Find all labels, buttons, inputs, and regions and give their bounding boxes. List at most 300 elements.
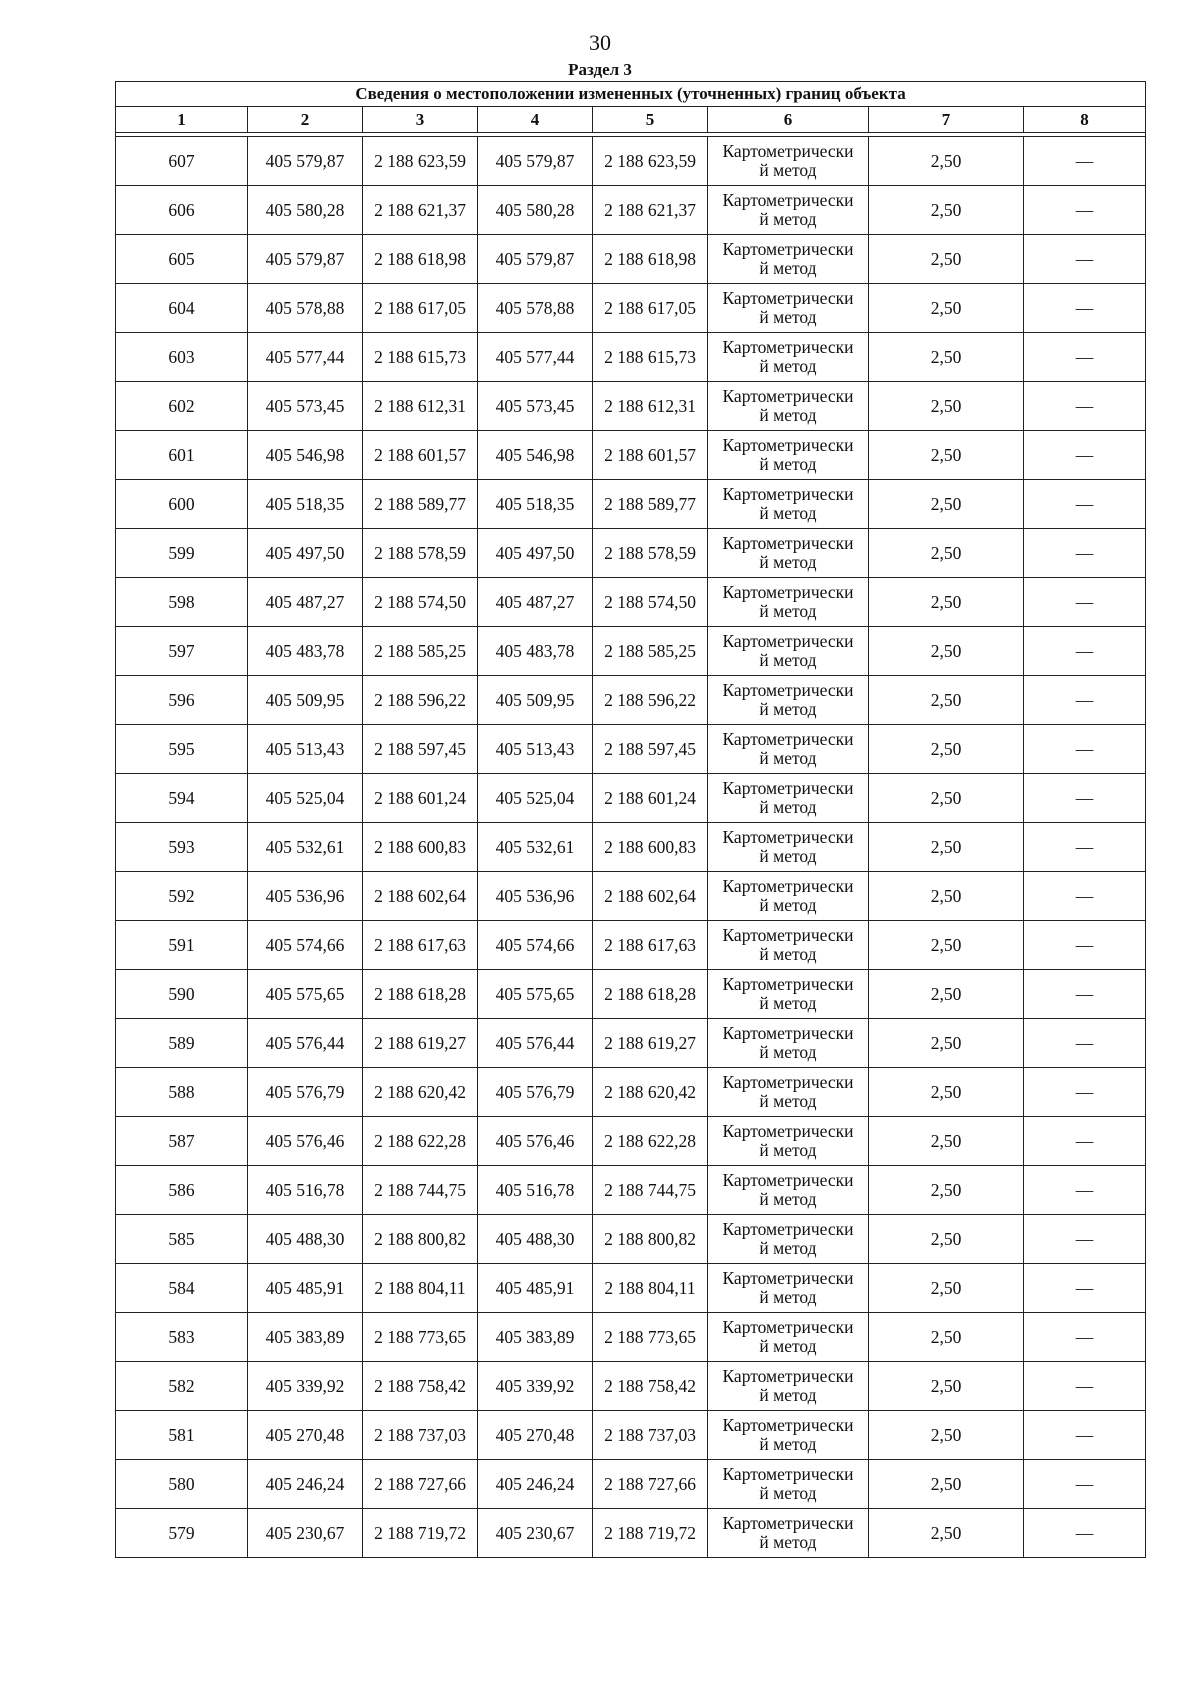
table-caption: Сведения о местоположении измененных (уточненных) границ объекта [116,82,1146,107]
y-refined-cell: 2 188 744,75 [593,1166,708,1215]
x-existing-cell: 405 488,30 [248,1215,363,1264]
x-existing-cell: 405 579,87 [248,137,363,186]
y-existing-cell: 2 188 618,98 [363,235,478,284]
x-existing-cell: 405 246,24 [248,1460,363,1509]
table-row [116,627,1146,676]
method-line: Картометрически [722,190,854,210]
y-refined-cell: 2 188 615,73 [593,333,708,382]
y-refined-cell: 2 188 773,65 [593,1313,708,1362]
x-existing-cell: 405 574,66 [248,921,363,970]
y-existing-cell: 2 188 758,42 [363,1362,478,1411]
method-line: Картометрически [722,1268,854,1288]
method-cell [708,1215,869,1264]
table-header-row [116,107,1146,133]
method-line: Картометрически [722,778,854,798]
note-cell: — [1024,970,1146,1019]
column-header: 2 [248,107,363,133]
x-refined-cell: 405 230,67 [478,1509,593,1558]
method-line: Картометрически [722,729,854,749]
x-existing-cell: 405 532,61 [248,823,363,872]
x-existing-cell: 405 536,96 [248,872,363,921]
method-cell [708,137,869,186]
accuracy-cell: 2,50 [869,1509,1024,1558]
y-refined-cell: 2 188 618,98 [593,235,708,284]
method-line: Картометрически [722,974,854,994]
point-number-cell: 592 [116,872,248,921]
point-number-cell: 605 [116,235,248,284]
method-line: Картометрически [722,1072,854,1092]
method-line: й метод [759,944,817,964]
method-line: Картометрически [722,1513,854,1533]
point-number-cell: 598 [116,578,248,627]
accuracy-cell: 2,50 [869,627,1024,676]
method-cell [708,1362,869,1411]
y-existing-cell: 2 188 622,28 [363,1117,478,1166]
method-line: Картометрически [722,1023,854,1043]
table-row [116,1264,1146,1313]
x-existing-cell: 405 575,65 [248,970,363,1019]
x-refined-cell: 405 546,98 [478,431,593,480]
table-row [116,1117,1146,1166]
table-row [116,235,1146,284]
x-refined-cell: 405 536,96 [478,872,593,921]
note-cell: — [1024,774,1146,823]
y-existing-cell: 2 188 773,65 [363,1313,478,1362]
note-cell: — [1024,823,1146,872]
method-cell [708,774,869,823]
x-refined-cell: 405 576,44 [478,1019,593,1068]
point-number-cell: 601 [116,431,248,480]
method-cell [708,480,869,529]
x-existing-cell: 405 579,87 [248,235,363,284]
table-row [116,1215,1146,1264]
x-existing-cell: 405 509,95 [248,676,363,725]
point-number-cell: 586 [116,1166,248,1215]
table-row [116,382,1146,431]
point-number-cell: 585 [116,1215,248,1264]
method-line: й метод [759,307,817,327]
y-refined-cell: 2 188 617,05 [593,284,708,333]
method-line: Картометрически [722,1464,854,1484]
method-line: Картометрически [722,435,854,455]
x-refined-cell: 405 576,46 [478,1117,593,1166]
method-cell [708,627,869,676]
method-cell [708,1313,869,1362]
note-cell: — [1024,431,1146,480]
x-refined-cell: 405 487,27 [478,578,593,627]
table-row [116,1313,1146,1362]
y-refined-cell: 2 188 601,24 [593,774,708,823]
x-existing-cell: 405 576,46 [248,1117,363,1166]
note-cell: — [1024,1411,1146,1460]
y-refined-cell: 2 188 617,63 [593,921,708,970]
method-line: й метод [759,209,817,229]
note-cell: — [1024,578,1146,627]
method-line: Картометрически [722,827,854,847]
x-refined-cell: 405 518,35 [478,480,593,529]
point-number-cell: 593 [116,823,248,872]
x-existing-cell: 405 578,88 [248,284,363,333]
table-row [116,480,1146,529]
table-row [116,1068,1146,1117]
x-refined-cell: 405 497,50 [478,529,593,578]
x-refined-cell: 405 488,30 [478,1215,593,1264]
method-line: й метод [759,552,817,572]
y-refined-cell: 2 188 589,77 [593,480,708,529]
y-existing-cell: 2 188 737,03 [363,1411,478,1460]
x-refined-cell: 405 483,78 [478,627,593,676]
method-line: й метод [759,258,817,278]
point-number-cell: 580 [116,1460,248,1509]
x-existing-cell: 405 516,78 [248,1166,363,1215]
x-existing-cell: 405 525,04 [248,774,363,823]
note-cell: — [1024,1166,1146,1215]
y-refined-cell: 2 188 719,72 [593,1509,708,1558]
x-refined-cell: 405 577,44 [478,333,593,382]
column-header: 5 [593,107,708,133]
table-row [116,1019,1146,1068]
method-line: Картометрически [722,631,854,651]
accuracy-cell: 2,50 [869,921,1024,970]
note-cell: — [1024,1460,1146,1509]
note-cell: — [1024,1264,1146,1313]
table-row [116,676,1146,725]
point-number-cell: 607 [116,137,248,186]
point-number-cell: 603 [116,333,248,382]
method-line: й метод [759,1336,817,1356]
y-existing-cell: 2 188 585,25 [363,627,478,676]
method-cell [708,578,869,627]
y-existing-cell: 2 188 617,05 [363,284,478,333]
x-refined-cell: 405 516,78 [478,1166,593,1215]
table-row [116,872,1146,921]
x-refined-cell: 405 383,89 [478,1313,593,1362]
table-body [116,137,1146,1558]
method-line: Картометрически [722,533,854,553]
y-existing-cell: 2 188 597,45 [363,725,478,774]
accuracy-cell: 2,50 [869,382,1024,431]
y-refined-cell: 2 188 622,28 [593,1117,708,1166]
y-refined-cell: 2 188 596,22 [593,676,708,725]
method-line: Картометрически [722,1170,854,1190]
x-refined-cell: 405 246,24 [478,1460,593,1509]
x-refined-cell: 405 575,65 [478,970,593,1019]
y-refined-cell: 2 188 623,59 [593,137,708,186]
table-row [116,1166,1146,1215]
method-line: й метод [759,1042,817,1062]
point-number-cell: 606 [116,186,248,235]
method-line: й метод [759,503,817,523]
point-number-cell: 599 [116,529,248,578]
section-title: Раздел 3 [568,60,632,79]
accuracy-cell: 2,50 [869,1411,1024,1460]
point-number-cell: 588 [116,1068,248,1117]
y-existing-cell: 2 188 574,50 [363,578,478,627]
note-cell: — [1024,872,1146,921]
accuracy-cell: 2,50 [869,872,1024,921]
method-cell [708,431,869,480]
accuracy-cell: 2,50 [869,1460,1024,1509]
accuracy-cell: 2,50 [869,333,1024,382]
x-refined-cell: 405 578,88 [478,284,593,333]
x-refined-cell: 405 580,28 [478,186,593,235]
x-existing-cell: 405 580,28 [248,186,363,235]
method-cell [708,1019,869,1068]
x-existing-cell: 405 513,43 [248,725,363,774]
y-refined-cell: 2 188 618,28 [593,970,708,1019]
method-line: й метод [759,1532,817,1552]
y-refined-cell: 2 188 612,31 [593,382,708,431]
method-line: й метод [759,1434,817,1454]
x-refined-cell: 405 532,61 [478,823,593,872]
method-line: й метод [759,797,817,817]
accuracy-cell: 2,50 [869,676,1024,725]
point-number-cell: 595 [116,725,248,774]
column-header: 4 [478,107,593,133]
note-cell: — [1024,921,1146,970]
method-cell [708,1460,869,1509]
x-existing-cell: 405 383,89 [248,1313,363,1362]
method-cell [708,529,869,578]
method-cell [708,1264,869,1313]
point-number-cell: 587 [116,1117,248,1166]
accuracy-cell: 2,50 [869,1117,1024,1166]
note-cell: — [1024,1019,1146,1068]
method-cell [708,1117,869,1166]
accuracy-cell: 2,50 [869,1362,1024,1411]
point-number-cell: 591 [116,921,248,970]
accuracy-cell: 2,50 [869,578,1024,627]
note-cell: — [1024,1068,1146,1117]
table-row [116,1362,1146,1411]
y-existing-cell: 2 188 804,11 [363,1264,478,1313]
accuracy-cell: 2,50 [869,725,1024,774]
accuracy-cell: 2,50 [869,137,1024,186]
accuracy-cell: 2,50 [869,1215,1024,1264]
table-row [116,1509,1146,1558]
method-cell [708,725,869,774]
note-cell: — [1024,333,1146,382]
method-line: й метод [759,895,817,915]
table-row [116,333,1146,382]
method-line: й метод [759,454,817,474]
accuracy-cell: 2,50 [869,284,1024,333]
column-header: 7 [869,107,1024,133]
point-number-cell: 604 [116,284,248,333]
point-number-cell: 590 [116,970,248,1019]
y-existing-cell: 2 188 623,59 [363,137,478,186]
method-line: Картометрически [722,337,854,357]
y-refined-cell: 2 188 600,83 [593,823,708,872]
table-row [116,1411,1146,1460]
method-cell [708,823,869,872]
method-cell [708,1509,869,1558]
y-existing-cell: 2 188 601,24 [363,774,478,823]
method-line: Картометрически [722,1317,854,1337]
table-row [116,970,1146,1019]
y-existing-cell: 2 188 602,64 [363,872,478,921]
method-line: й метод [759,356,817,376]
x-refined-cell: 405 339,92 [478,1362,593,1411]
method-line: й метод [759,748,817,768]
method-cell [708,382,869,431]
note-cell: — [1024,676,1146,725]
y-existing-cell: 2 188 589,77 [363,480,478,529]
method-line: й метод [759,846,817,866]
method-line: й метод [759,1385,817,1405]
x-existing-cell: 405 546,98 [248,431,363,480]
accuracy-cell: 2,50 [869,774,1024,823]
x-existing-cell: 405 576,44 [248,1019,363,1068]
method-cell [708,970,869,1019]
note-cell: — [1024,529,1146,578]
accuracy-cell: 2,50 [869,1166,1024,1215]
method-line: й метод [759,160,817,180]
note-cell: — [1024,382,1146,431]
method-line: Картометрически [722,582,854,602]
x-existing-cell: 405 339,92 [248,1362,363,1411]
y-existing-cell: 2 188 800,82 [363,1215,478,1264]
method-line: Картометрически [722,239,854,259]
point-number-cell: 589 [116,1019,248,1068]
x-refined-cell: 405 579,87 [478,137,593,186]
x-existing-cell: 405 230,67 [248,1509,363,1558]
table-row [116,774,1146,823]
method-line: Картометрически [722,876,854,896]
y-refined-cell: 2 188 758,42 [593,1362,708,1411]
x-existing-cell: 405 577,44 [248,333,363,382]
note-cell: — [1024,186,1146,235]
x-refined-cell: 405 485,91 [478,1264,593,1313]
y-existing-cell: 2 188 578,59 [363,529,478,578]
table-caption-row [116,82,1146,107]
table-row [116,529,1146,578]
x-refined-cell: 405 270,48 [478,1411,593,1460]
table-row [116,1460,1146,1509]
method-line: Картометрически [722,1121,854,1141]
column-header: 6 [708,107,869,133]
accuracy-cell: 2,50 [869,1019,1024,1068]
x-existing-cell: 405 483,78 [248,627,363,676]
method-cell [708,235,869,284]
y-refined-cell: 2 188 804,11 [593,1264,708,1313]
method-line: Картометрически [722,141,854,161]
method-line: й метод [759,1091,817,1111]
note-cell: — [1024,1362,1146,1411]
note-cell: — [1024,480,1146,529]
y-existing-cell: 2 188 620,42 [363,1068,478,1117]
note-cell: — [1024,1215,1146,1264]
y-existing-cell: 2 188 601,57 [363,431,478,480]
method-cell [708,872,869,921]
y-existing-cell: 2 188 618,28 [363,970,478,1019]
accuracy-cell: 2,50 [869,480,1024,529]
y-existing-cell: 2 188 615,73 [363,333,478,382]
point-number-cell: 596 [116,676,248,725]
y-existing-cell: 2 188 621,37 [363,186,478,235]
accuracy-cell: 2,50 [869,1313,1024,1362]
method-cell [708,1166,869,1215]
table-row [116,431,1146,480]
point-number-cell: 600 [116,480,248,529]
method-line: Картометрически [722,1366,854,1386]
y-refined-cell: 2 188 578,59 [593,529,708,578]
y-refined-cell: 2 188 597,45 [593,725,708,774]
x-existing-cell: 405 270,48 [248,1411,363,1460]
x-refined-cell: 405 574,66 [478,921,593,970]
x-existing-cell: 405 485,91 [248,1264,363,1313]
method-line: й метод [759,1483,817,1503]
accuracy-cell: 2,50 [869,1264,1024,1313]
y-refined-cell: 2 188 619,27 [593,1019,708,1068]
coordinates-table [115,81,1146,1558]
method-line: Картометрически [722,925,854,945]
point-number-cell: 583 [116,1313,248,1362]
x-refined-cell: 405 509,95 [478,676,593,725]
y-existing-cell: 2 188 727,66 [363,1460,478,1509]
method-line: Картометрически [722,484,854,504]
x-refined-cell: 405 579,87 [478,235,593,284]
column-header: 8 [1024,107,1146,133]
method-line: й метод [759,993,817,1013]
table-row [116,823,1146,872]
method-line: й метод [759,1238,817,1258]
method-cell [708,333,869,382]
x-existing-cell: 405 576,79 [248,1068,363,1117]
x-existing-cell: 405 518,35 [248,480,363,529]
note-cell: — [1024,725,1146,774]
y-existing-cell: 2 188 744,75 [363,1166,478,1215]
note-cell: — [1024,1117,1146,1166]
y-existing-cell: 2 188 612,31 [363,382,478,431]
note-cell: — [1024,1509,1146,1558]
method-line: й метод [759,699,817,719]
y-refined-cell: 2 188 601,57 [593,431,708,480]
y-refined-cell: 2 188 737,03 [593,1411,708,1460]
note-cell: — [1024,235,1146,284]
table-row [116,186,1146,235]
method-cell [708,284,869,333]
method-line: Картометрически [722,288,854,308]
x-existing-cell: 405 573,45 [248,382,363,431]
page-number: 30 [589,30,611,55]
table-row [116,578,1146,627]
method-line: й метод [759,1189,817,1209]
method-line: й метод [759,1287,817,1307]
y-existing-cell: 2 188 600,83 [363,823,478,872]
y-refined-cell: 2 188 621,37 [593,186,708,235]
point-number-cell: 584 [116,1264,248,1313]
method-line: Картометрически [722,386,854,406]
y-refined-cell: 2 188 800,82 [593,1215,708,1264]
point-number-cell: 602 [116,382,248,431]
y-refined-cell: 2 188 602,64 [593,872,708,921]
method-cell [708,186,869,235]
x-refined-cell: 405 576,79 [478,1068,593,1117]
method-cell [708,921,869,970]
y-existing-cell: 2 188 719,72 [363,1509,478,1558]
y-existing-cell: 2 188 617,63 [363,921,478,970]
table-row [116,725,1146,774]
x-existing-cell: 405 487,27 [248,578,363,627]
method-line: Картометрически [722,680,854,700]
y-existing-cell: 2 188 596,22 [363,676,478,725]
column-header: 3 [363,107,478,133]
table-row [116,137,1146,186]
note-cell: — [1024,627,1146,676]
accuracy-cell: 2,50 [869,1068,1024,1117]
note-cell: — [1024,137,1146,186]
